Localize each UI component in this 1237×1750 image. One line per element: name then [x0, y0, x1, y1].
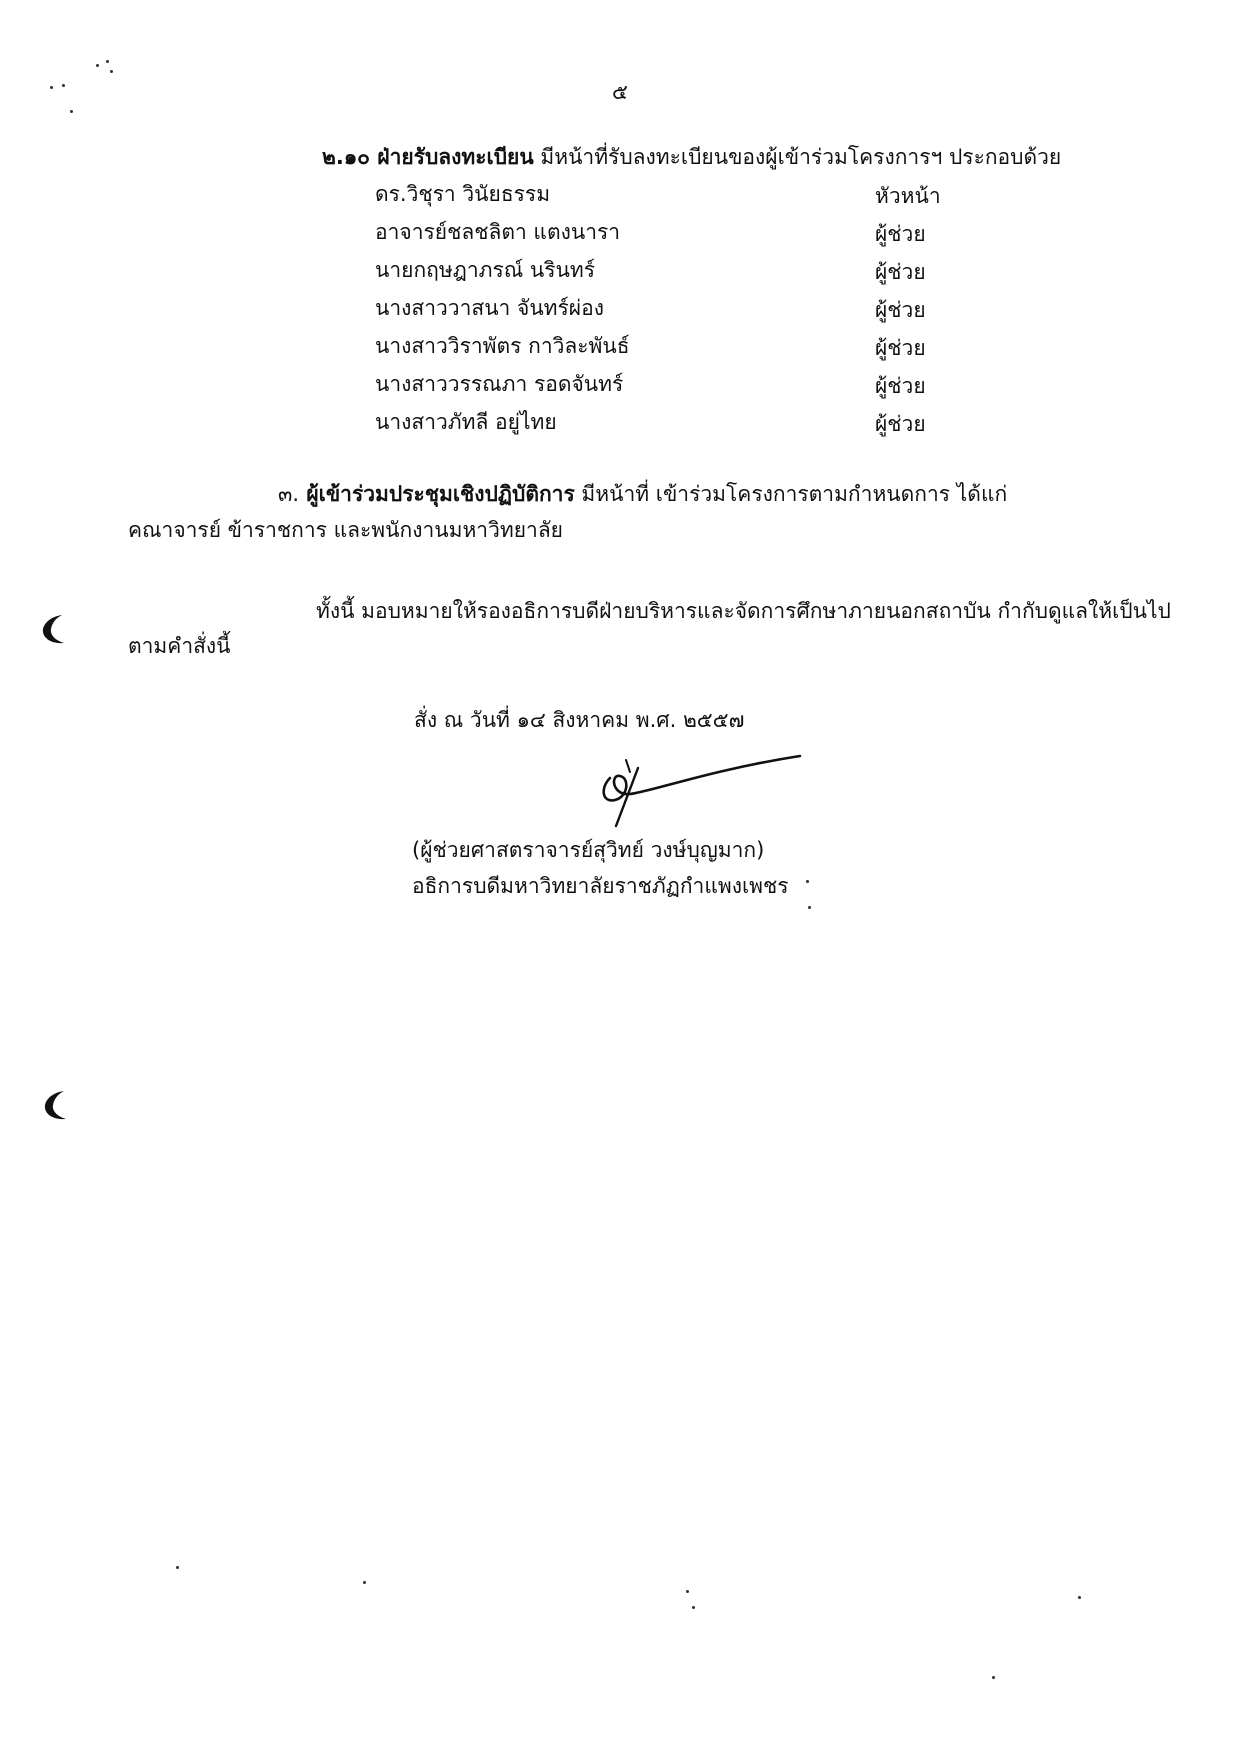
scan-speck — [808, 906, 811, 909]
scan-speck — [70, 110, 73, 113]
member-role: ผู้ช่วย — [875, 336, 926, 360]
scan-speck — [692, 1606, 695, 1609]
scan-speck — [62, 84, 65, 87]
member-role: หัวหน้า — [875, 184, 941, 208]
scan-speck — [176, 1566, 179, 1569]
member-name: ดร.วิชุรา วินัยธรรม — [375, 182, 551, 206]
signer-position: อธิการบดีมหาวิทยาลัยราชภัฏกำแพงเพชร — [412, 874, 789, 898]
member-role: ผู้ช่วย — [875, 260, 926, 284]
section-3-line-2: คณาจารย์ ข้าราชการ และพนักงานมหาวิทยาลัย — [128, 518, 563, 542]
section-3-line-1 — [278, 480, 1007, 508]
section-2-10-text: มีหน้าที่รับลงทะเบียนของผู้เข้าร่วมโครงการฯ ประกอบด้วย — [533, 145, 1062, 169]
member-role: ผู้ช่วย — [875, 298, 926, 322]
section-2-10-heading: ๒.๑๐ ฝ่ายรับลงทะเบียน — [322, 145, 534, 169]
member-role: ผู้ช่วย — [875, 374, 926, 398]
scan-speck — [686, 1590, 689, 1593]
member-role: ผู้ช่วย — [875, 412, 926, 436]
order-date: สั่ง ณ วันที่ ๑๔ สิงหาคม พ.ศ. ๒๕๕๗ — [414, 708, 745, 732]
scan-speck — [110, 70, 113, 73]
member-name: นางสาวภัทลี อยู่ไทย — [375, 410, 557, 434]
scan-speck — [992, 1676, 995, 1679]
member-name: อาจารย์ชลชลิตา แตงนารา — [375, 220, 621, 244]
signer-name: (ผู้ช่วยศาสตราจารย์สุวิทย์ วงษ์บุญมาก) — [412, 838, 765, 862]
closing-line-1: ทั้งนี้ มอบหมายให้รองอธิการบดีฝ่ายบริหารและจัดการศึกษาภายนอกสถาบัน กำกับดูแลให้เป็นไป — [316, 599, 1171, 623]
handwritten-signature — [590, 748, 810, 832]
section-3-number: ๓. — [278, 482, 300, 506]
scan-speck — [96, 64, 99, 67]
punch-hole-mark — [42, 1088, 72, 1122]
section-3-text: มีหน้าที่ เข้าร่วมโครงการตามกำหนดการ ได้แก่ — [574, 482, 1008, 506]
scan-speck — [50, 86, 53, 89]
member-name: นางสาววาสนา จันทร์ผ่อง — [375, 296, 604, 320]
member-role: ผู้ช่วย — [875, 222, 926, 246]
scan-speck — [106, 60, 109, 63]
scan-speck — [363, 1581, 366, 1584]
section-2-10-heading-line — [322, 143, 1061, 171]
member-name: นายกฤษฎาภรณ์ นรินทร์ — [375, 258, 596, 282]
member-name: นางสาววรรณภา รอดจันทร์ — [375, 372, 624, 396]
scan-speck — [806, 880, 809, 883]
page-number: ๕ — [612, 80, 628, 104]
section-3-heading: ผู้เข้าร่วมประชุมเชิงปฏิบัติการ — [299, 482, 575, 506]
scan-speck — [1078, 1596, 1081, 1599]
closing-line-2: ตามคำสั่งนี้ — [128, 634, 231, 658]
member-name: นางสาววิราพัตร กาวิละพันธ์ — [375, 334, 630, 358]
punch-hole-mark — [40, 612, 70, 646]
